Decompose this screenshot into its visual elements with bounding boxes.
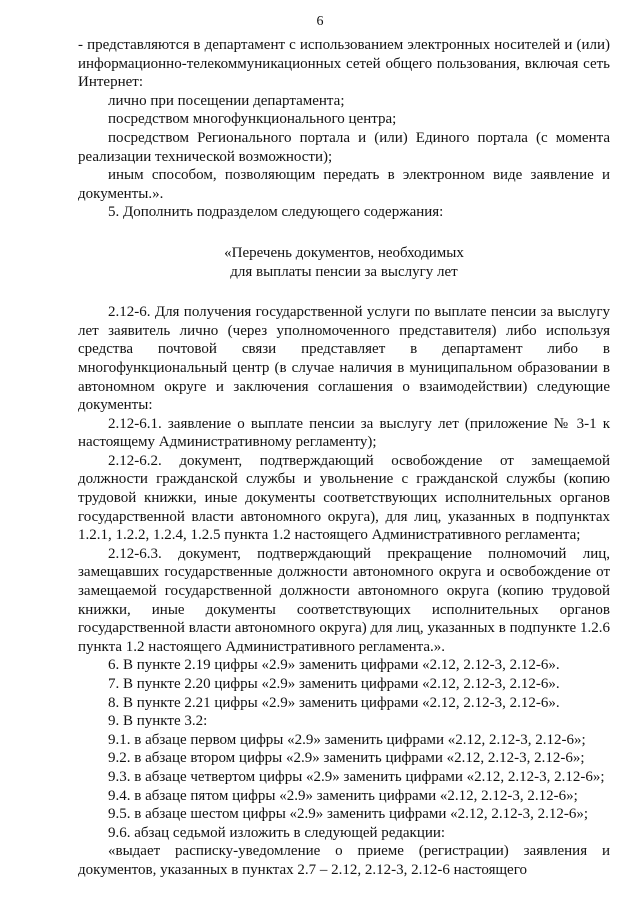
paragraph: 8. В пункте 2.21 цифры «2.9» заменить цифрами «2.12, 2.12-3, 2.12-6». <box>108 694 560 711</box>
section-heading-line-1: «Перечень документов, необходимых <box>224 244 464 261</box>
paragraph: 7. В пункте 2.20 цифры «2.9» заменить цифрами «2.12, 2.12-3, 2.12-6». <box>108 676 560 692</box>
page-number: 6 <box>316 14 324 29</box>
paragraph: 9.6. абзац седьмой изложить в следующей редакции: <box>108 824 446 841</box>
section-heading-line-2: для выплаты пенсии за выслугу лет <box>230 263 458 280</box>
paragraph: посредством Регионального портала и (или) Единого портала (с момента реализации технической возможности); <box>78 129 610 165</box>
paragraph: «выдает расписку-уведомление о приеме (регистрации) заявления и документов, указанных в пунктах 2.7 – 2.12, 2.12-3, 2.12-6 настоящего <box>78 843 610 878</box>
main-paragraphs <box>78 303 610 879</box>
paragraph: 9. В пункте 3.2: <box>108 713 208 730</box>
intro-paragraphs <box>78 36 610 222</box>
paragraph: лично при посещении департамента; <box>108 92 345 109</box>
paragraph: 9.3. в абзаце четвертом цифры «2.9» заменить цифрами «2.12, 2.12-3, 2.12-6»; <box>108 768 605 785</box>
paragraph: 9.1. в абзаце первом цифры «2.9» заменить цифрами «2.12, 2.12-3, 2.12-6»; <box>108 731 586 748</box>
paragraph: - представляются в департамент с использованием электронных носителей и (или) информационно-телекоммуникационных сетей общего пользования, включая сеть Интернет: <box>78 37 610 91</box>
paragraph: 9.4. в абзаце пятом цифры «2.9» заменить цифрами «2.12, 2.12-3, 2.12-6»; <box>108 787 578 804</box>
paragraph: 2.12-6.3. документ, подтверждающий прекращение полномочий лиц, замещавших государственные должности автономного округа и освобождение от замещаемой государственной должности автономного округа (копию трудовой книжки, иные документы соответствующих исполнительных органов государственной власти автономного округа) для лиц, указанных в подпункте 1.2.6 пункта 1.2 настоящего Административного регламента.». <box>78 545 610 655</box>
paragraph: 5. Дополнить подразделом следующего содержания: <box>108 204 444 221</box>
paragraph: 9.5. в абзаце шестом цифры «2.9» заменить цифрами «2.12, 2.12-3, 2.12-6»; <box>108 806 589 823</box>
paragraph: 2.12-6. Для получения государственной услуги по выплате пенсии за выслугу лет заявитель лично (через уполномоченного представителя) либо используя средства почтовой связи представляет в департамент либо в многофункциональный центр (в случае наличия в муниципальном образовании в автономном округе и заключения соглашения о взаимодействии) следующие документы: <box>78 304 610 414</box>
document-body <box>78 36 610 880</box>
section-heading <box>78 244 610 281</box>
paragraph: 6. В пункте 2.19 цифры «2.9» заменить цифрами «2.12, 2.12-3, 2.12-6». <box>108 657 560 674</box>
paragraph: посредством многофункционального центра; <box>108 111 397 128</box>
paragraph: 2.12-6.1. заявление о выплате пенсии за выслугу лет (приложение № 3-1 к настоящему Административному регламенту); <box>78 415 610 451</box>
paragraph: 2.12-6.2. документ, подтверждающий освобождение от замещаемой должности гражданской службы и увольнение с гражданской службы (копию трудовой книжки, иные документы соответствующих исполнительных органов государственной власти автономного округа), для лиц, указанных в подпунктах 1.2.1, 1.2.2, 1.2.4, 1.2.5 пункта 1.2 настоящего Административного регламента; <box>78 452 610 544</box>
paragraph: 9.2. в абзаце втором цифры «2.9» заменить цифрами «2.12, 2.12-3, 2.12-6»; <box>108 750 585 767</box>
paragraph: иным способом, позволяющим передать в электронном виде заявление и документы.». <box>78 167 610 202</box>
